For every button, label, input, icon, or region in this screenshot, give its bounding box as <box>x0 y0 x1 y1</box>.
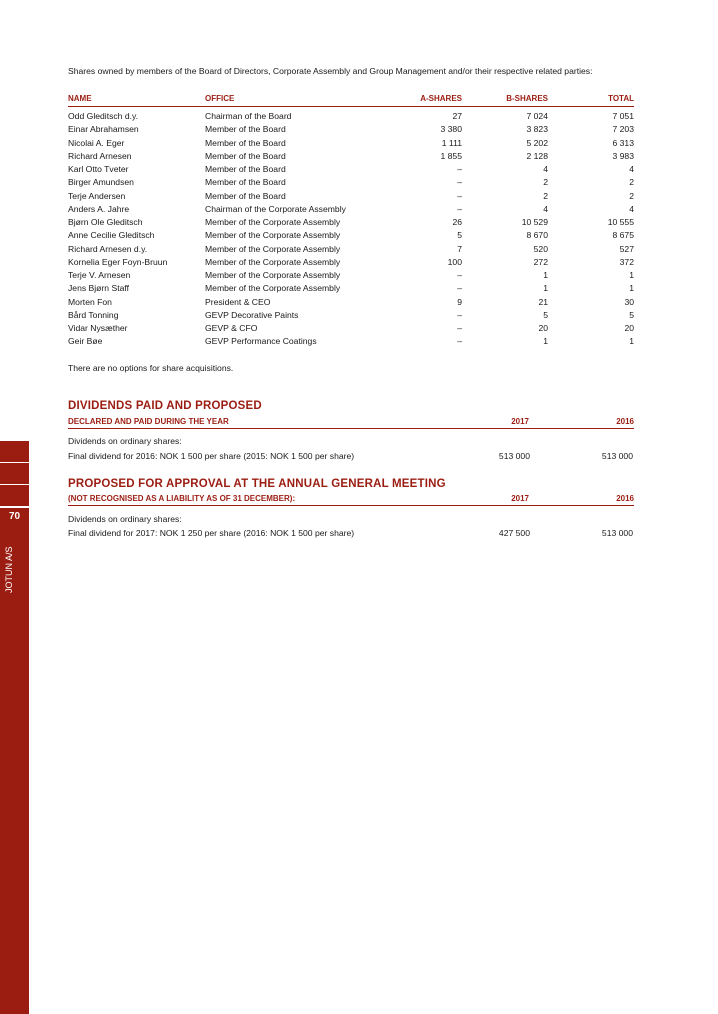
table-row <box>68 269 634 282</box>
cell-a-shares: 5 <box>457 230 462 241</box>
shares-table <box>68 93 634 349</box>
col-header-office: OFFICE <box>205 93 395 107</box>
section-subtitle-declared <box>68 417 634 429</box>
year-column-header: 2017 <box>511 417 529 426</box>
cell-total: 2 <box>629 177 634 188</box>
cell-b-shares: 520 <box>533 243 548 254</box>
cell-b-shares: 5 202 <box>526 137 548 148</box>
cell-b-shares: 1 <box>543 336 548 347</box>
sidebar-tab <box>0 463 29 486</box>
page-number: 70 <box>0 506 29 526</box>
cell-b-shares: 2 128 <box>526 150 548 161</box>
cell-name: Nicolai A. Eger <box>68 137 125 148</box>
cell-b-shares: 21 <box>538 296 548 307</box>
cell-total: 1 <box>629 270 634 280</box>
cell-name: Terje V. Arnesen <box>68 270 131 280</box>
table-row <box>68 216 634 229</box>
section-subtitle-not-recognised <box>68 494 634 506</box>
cell-a-shares: 27 <box>452 111 462 121</box>
table-row <box>68 123 634 136</box>
cell-total: 2 <box>629 190 634 201</box>
cell-total: 8 675 <box>612 230 634 241</box>
table-header-row <box>68 93 634 107</box>
table-row <box>68 309 634 322</box>
cell-b-shares: 4 <box>543 203 548 214</box>
cell-office: Member of the Board <box>205 190 286 201</box>
cell-total: 527 <box>619 243 634 254</box>
cell-office: GEVP Performance Coatings <box>205 336 317 347</box>
table-row <box>68 282 634 295</box>
dividend-value: 427 500 <box>498 528 530 538</box>
cell-a-shares: 3 380 <box>440 124 462 135</box>
cell-name: Odd Gleditsch d.y. <box>68 111 139 121</box>
cell-b-shares: 7 024 <box>526 111 548 121</box>
cell-a-shares: 1 111 <box>441 137 462 148</box>
table-row <box>68 243 634 256</box>
cell-name: Birger Amundsen <box>68 177 134 188</box>
section-title-dividends-paid: DIVIDENDS PAID AND PROPOSED <box>68 400 262 412</box>
cell-total: 7 051 <box>612 111 634 121</box>
col-header-b-shares: B-SHARES <box>462 93 548 107</box>
sidebar-tab <box>0 485 29 508</box>
cell-name: Terje Andersen <box>68 190 126 201</box>
cell-total: 4 <box>629 164 634 174</box>
cell-office: Chairman of the Corporate Assembly <box>205 203 346 214</box>
cell-a-shares: – <box>457 164 462 174</box>
col-header-total: TOTAL <box>548 93 634 107</box>
cell-b-shares: 20 <box>538 323 548 333</box>
cell-b-shares: 2 <box>543 177 548 188</box>
cell-total: 20 <box>624 323 634 333</box>
sidebar-tab <box>0 441 29 464</box>
table-row <box>68 190 634 203</box>
cell-office: Member of the Board <box>205 164 286 174</box>
cell-b-shares: 3 823 <box>526 124 548 135</box>
cell-a-shares: – <box>457 190 462 201</box>
table-row <box>68 335 634 348</box>
cell-b-shares: 1 <box>543 283 548 294</box>
dividend-line <box>68 451 634 461</box>
cell-a-shares: – <box>457 177 462 188</box>
cell-b-shares: 10 529 <box>521 217 548 227</box>
dividend-label: Final dividend for 2017: NOK 1 250 per share (2016: NOK 1 500 per share) <box>68 528 355 538</box>
cell-office: Member of the Corporate Assembly <box>205 283 341 294</box>
shares-table-body <box>68 107 634 349</box>
cell-total: 30 <box>624 296 634 307</box>
cell-name: Richard Arnesen d.y. <box>68 243 148 254</box>
subtitle-text: (NOT RECOGNISED AS A LIABILITY AS OF 31 DECEMBER): <box>68 494 296 503</box>
cell-name: Anne Cecilie Gleditsch <box>68 230 155 241</box>
table-row <box>68 150 634 163</box>
cell-name: Bjørn Ole Gleditsch <box>68 217 143 227</box>
cell-name: Geir Bøe <box>68 336 103 347</box>
cell-a-shares: – <box>457 270 462 280</box>
cell-office: Member of the Corporate Assembly <box>205 230 341 241</box>
cell-name: Anders A. Jahre <box>68 203 130 214</box>
cell-a-shares: – <box>457 336 462 347</box>
sidebar-band <box>0 441 29 1014</box>
cell-a-shares: – <box>457 309 462 320</box>
cell-b-shares: 272 <box>533 256 548 267</box>
dividend-line <box>68 528 634 538</box>
dividend-value: 513 000 <box>601 528 633 538</box>
cell-name: Bård Tonning <box>68 309 119 320</box>
cell-a-shares: – <box>457 283 462 294</box>
year-column-header: 2017 <box>511 494 529 503</box>
dividend-value: 513 000 <box>601 451 633 461</box>
cell-total: 1 <box>629 336 634 347</box>
cell-office: Member of the Board <box>205 177 286 188</box>
dividend-line <box>68 514 634 524</box>
cell-b-shares: 2 <box>543 190 548 201</box>
table-row <box>68 322 634 335</box>
dividend-label: Dividends on ordinary shares: <box>68 436 182 446</box>
dividend-label: Dividends on ordinary shares: <box>68 514 182 524</box>
cell-total: 5 <box>629 309 634 320</box>
table-row <box>68 176 634 189</box>
cell-b-shares: 4 <box>543 164 548 174</box>
cell-total: 10 555 <box>607 217 634 227</box>
cell-name: Morten Fon <box>68 296 112 307</box>
section-title-dividends-proposed: PROPOSED FOR APPROVAL AT THE ANNUAL GENERAL MEETING <box>68 478 446 490</box>
col-header-a-shares: A-SHARES <box>395 93 462 107</box>
table-row <box>68 163 634 176</box>
cell-a-shares: 9 <box>457 296 462 307</box>
dividend-value: 513 000 <box>498 451 530 461</box>
dividend-line <box>68 436 634 446</box>
cell-a-shares: – <box>457 203 462 214</box>
col-header-name: NAME <box>68 93 205 107</box>
cell-b-shares: 1 <box>543 270 548 280</box>
subtitle-text: DECLARED AND PAID DURING THE YEAR <box>68 417 229 426</box>
cell-office: President & CEO <box>205 296 271 307</box>
cell-a-shares: – <box>457 323 462 333</box>
table-row <box>68 229 634 242</box>
cell-total: 1 <box>629 283 634 294</box>
year-column-header: 2016 <box>616 417 634 426</box>
cell-b-shares: 5 <box>543 309 548 320</box>
cell-a-shares: 100 <box>447 256 462 267</box>
cell-total: 6 313 <box>612 137 634 148</box>
year-column-header: 2016 <box>616 494 634 503</box>
cell-a-shares: 1 855 <box>440 150 462 161</box>
dividend-label: Final dividend for 2016: NOK 1 500 per share (2015: NOK 1 500 per share) <box>68 451 355 461</box>
table-row <box>68 296 634 309</box>
cell-name: Vidar Nysæther <box>68 323 128 333</box>
cell-office: Member of the Board <box>205 137 286 148</box>
cell-name: Kornelia Eger Foyn-Bruun <box>68 256 168 267</box>
table-row <box>68 203 634 216</box>
table-row <box>68 256 634 269</box>
cell-name: Richard Arnesen <box>68 150 132 161</box>
cell-office: GEVP & CFO <box>205 323 258 333</box>
cell-b-shares: 8 670 <box>526 230 548 241</box>
company-name: JOTUN A/S <box>4 546 14 593</box>
cell-a-shares: 26 <box>452 217 462 227</box>
cell-office: Member of the Corporate Assembly <box>205 256 341 267</box>
options-note: There are no options for share acquisitions. <box>68 363 234 373</box>
cell-office: Member of the Corporate Assembly <box>205 217 341 227</box>
cell-name: Einar Abrahamsen <box>68 124 139 135</box>
cell-total: 3 983 <box>612 150 634 161</box>
cell-office: Member of the Board <box>205 124 286 135</box>
cell-total: 4 <box>629 203 634 214</box>
table-row <box>68 137 634 150</box>
intro-text: Shares owned by members of the Board of Directors, Corporate Assembly and Group Management and/or their respective related parties: <box>68 66 593 76</box>
cell-a-shares: 7 <box>457 243 462 254</box>
cell-total: 372 <box>619 256 634 267</box>
cell-office: Member of the Board <box>205 150 286 161</box>
cell-total: 7 203 <box>612 124 634 135</box>
cell-office: Member of the Corporate Assembly <box>205 243 341 254</box>
cell-name: Karl Otto Tveter <box>68 164 129 174</box>
cell-office: Member of the Corporate Assembly <box>205 270 341 280</box>
table-row <box>68 107 634 124</box>
cell-name: Jens Bjørn Staff <box>68 283 129 294</box>
cell-office: GEVP Decorative Paints <box>205 309 299 320</box>
cell-office: Chairman of the Board <box>205 111 292 121</box>
